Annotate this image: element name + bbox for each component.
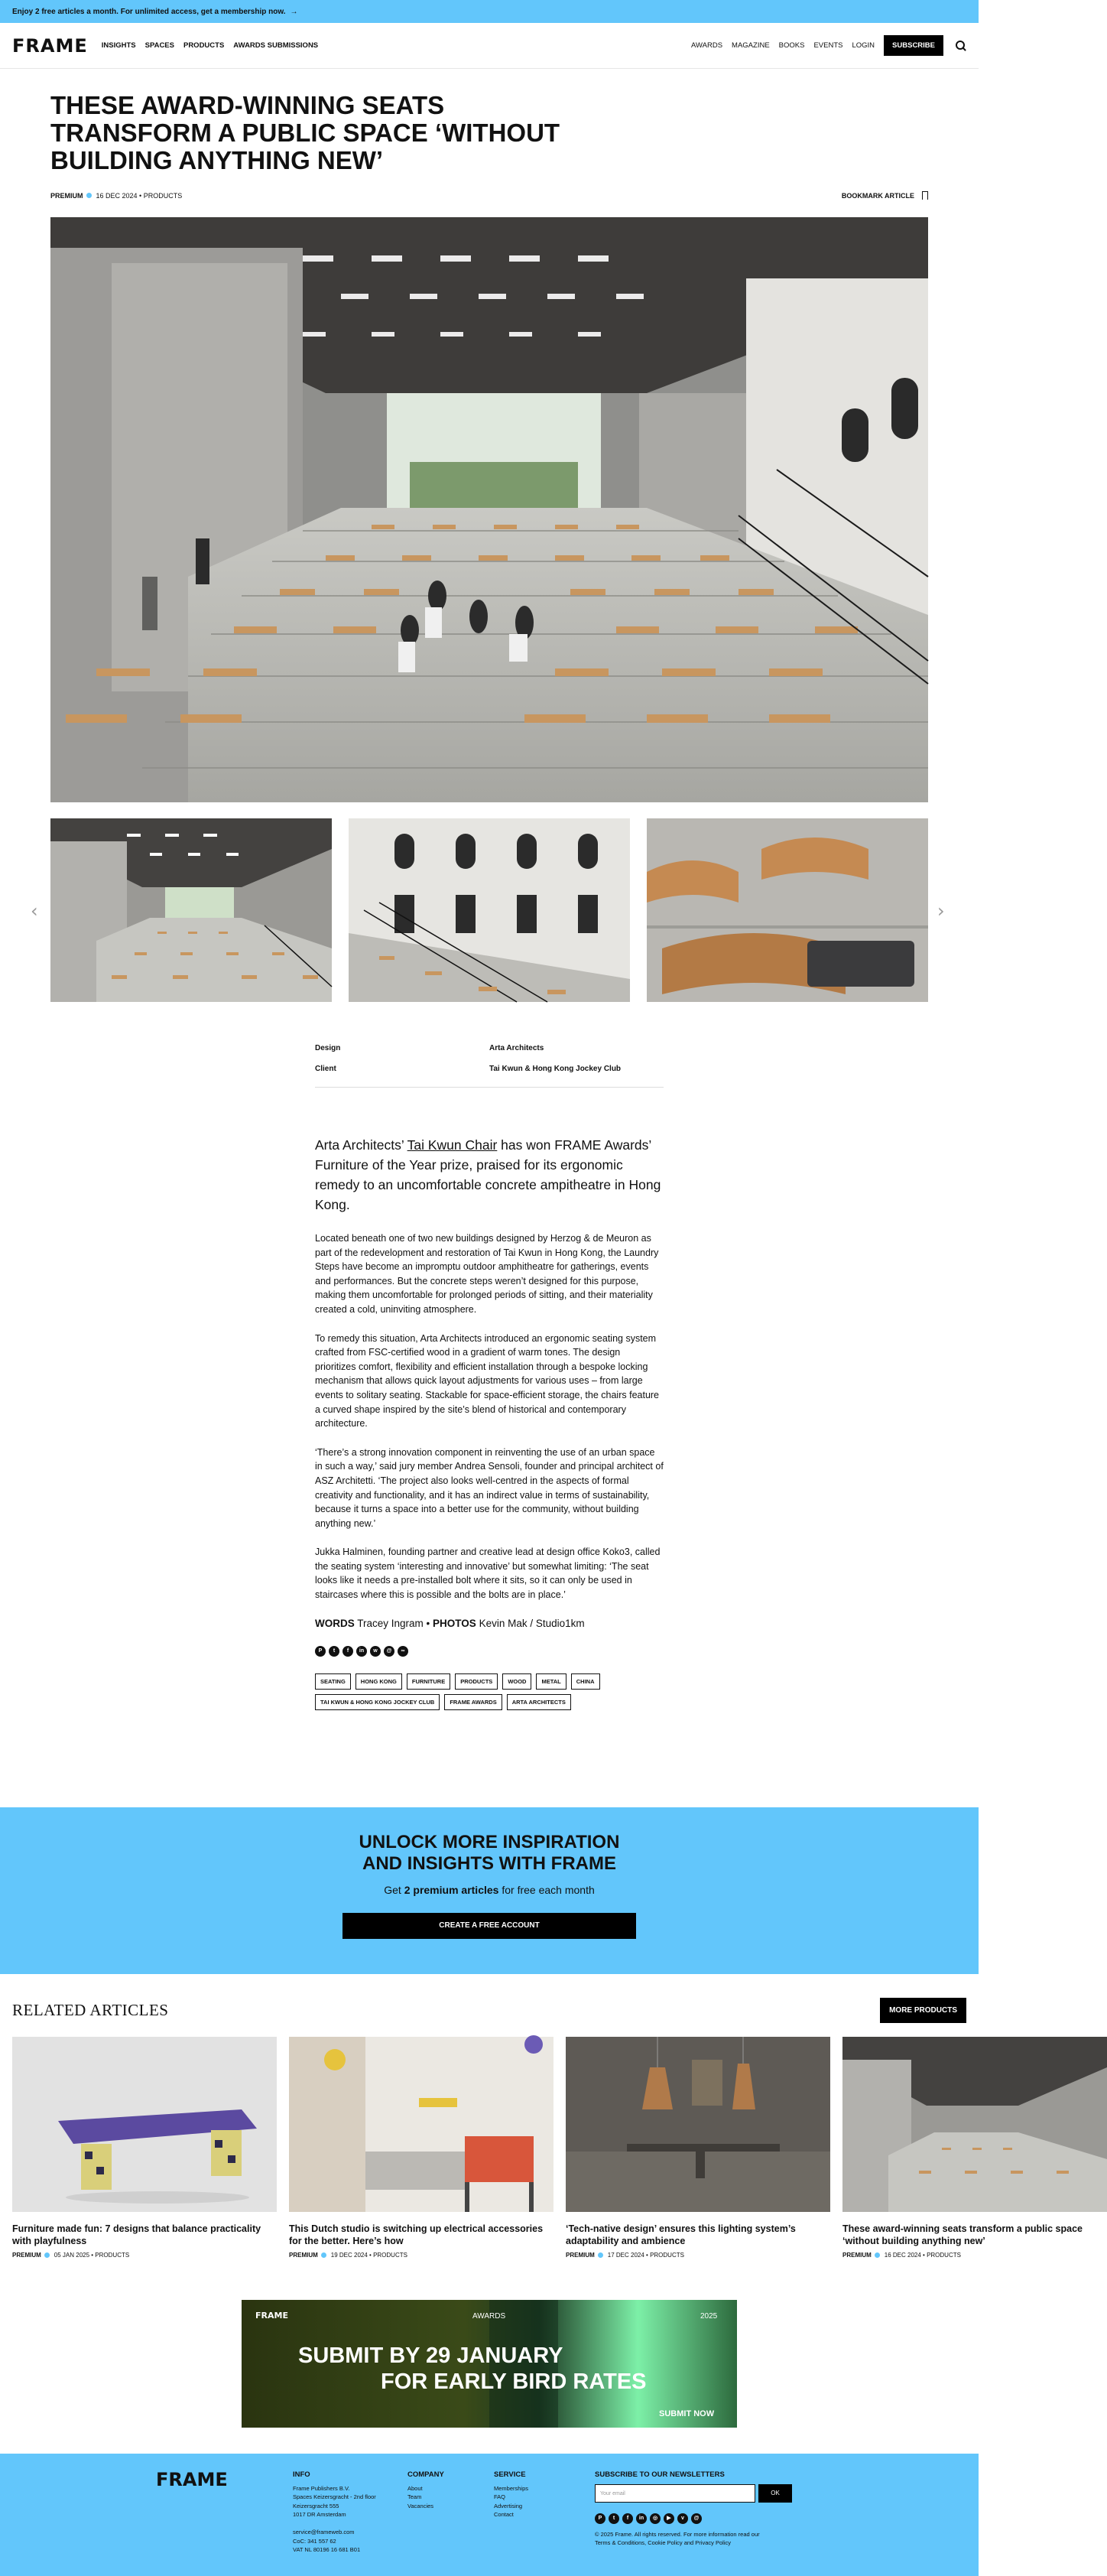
card-meta: PREMIUM 16 DEC 2024 • PRODUCTS [842, 2252, 961, 2259]
banner-year: 2025 [700, 2312, 718, 2321]
article-body [315, 1135, 664, 1710]
nav-insights[interactable]: INSIGHTS [101, 41, 136, 50]
related-card[interactable] [566, 2037, 830, 2259]
bookmark-label: BOOKMARK ARTICLE [841, 191, 914, 200]
footer-company: COMPANY About Team Vacancies [407, 2470, 444, 2509]
article-category[interactable]: PRODUCTS [143, 191, 183, 200]
pinterest-icon[interactable]: P [315, 1646, 326, 1657]
whatsapp-icon[interactable]: w [370, 1646, 381, 1657]
footer-link[interactable]: FAQ [494, 2493, 506, 2500]
legal-links[interactable]: Terms & Conditions, Cookie Policy and Privacy Policy [595, 2539, 731, 2546]
premium-label: PREMIUM [50, 191, 83, 200]
facebook-icon[interactable]: f [622, 2513, 633, 2524]
twitter-icon[interactable]: t [609, 2513, 619, 2524]
youtube-icon[interactable]: ▶ [664, 2513, 674, 2524]
subscribe-button[interactable]: SUBSCRIBE [884, 35, 943, 56]
card-title[interactable]: This Dutch studio is switching up electrical accessories for the better. Here’s how [289, 2223, 544, 2246]
twitter-icon[interactable]: t [329, 1646, 339, 1657]
newsletter-email-input[interactable]: Your email [595, 2484, 755, 2503]
nav-magazine[interactable]: MAGAZINE [732, 41, 770, 50]
card-image[interactable] [842, 2037, 1107, 2212]
promo-text[interactable]: Enjoy 2 free articles a month. For unlimited access, get a membership now. [12, 7, 286, 16]
paragraph: ‘There’s a strong innovation component in reinventing the use of an urban space in such a way,’ said jury member Andrea Sensoli, founder and principal architect of ASZ Architetti. ‘The project also looks well-centred in the aspects of formal creativity and functionality, and it has an indirect value in terms of sustainability, because it turns a space into a better use for the community, without building anything new.’ [315, 1446, 664, 1529]
card-title[interactable]: These award-winning seats transform a public space ‘without building anything new’ [842, 2223, 1083, 2246]
facebook-icon[interactable]: f [342, 1646, 353, 1657]
frame-logo[interactable]: FRAME [12, 34, 88, 57]
nav-events[interactable]: EVENTS [813, 41, 843, 50]
article-lead: Arta Architects’ Tai Kwun Chair has won FRAME Awards’ Furniture of the Year prize, praised for its ergonomic remedy to an uncomfortable concrete ampitheatre in Hong Kong. [315, 1137, 661, 1212]
related-articles [12, 2037, 1107, 2259]
tag[interactable]: PRODUCTS [455, 1673, 498, 1690]
promo-title: UNLOCK MORE INSPIRATION AND INSIGHTS WITH FRAME [359, 1832, 620, 1874]
footer-info: INFO Frame Publishers B.V. Spaces Keizersgracht - 2nd floor Keizersgracht 555 1017 DR Amsterdam service@frameweb.com CoC: 341 557 62 VAT NL 80196 16 681 B01 [293, 2470, 376, 2553]
carousel-prev-icon[interactable]: ‹ [31, 900, 38, 922]
credit-value[interactable]: Arta Architects [489, 1044, 544, 1052]
vimeo-icon[interactable]: v [677, 2513, 688, 2524]
card-title[interactable]: ‘Tech-native design’ ensures this lighting system’s adaptability and ambience [566, 2223, 796, 2246]
banner-line1: SUBMIT BY 29 JANUARY [298, 2343, 563, 2368]
tag[interactable]: HONG KONG [355, 1673, 402, 1690]
tag[interactable]: CHINA [571, 1673, 600, 1690]
footer-link[interactable]: Memberships [494, 2484, 529, 2492]
nav-books[interactable]: BOOKS [778, 41, 805, 50]
credit-row-design [315, 1038, 664, 1059]
tag[interactable]: FRAME AWARDS [444, 1694, 502, 1710]
nav-awards-submissions[interactable]: AWARDS SUBMISSIONS [233, 41, 319, 50]
credit-label: Client [315, 1065, 336, 1073]
create-account-button[interactable]: CREATE A FREE ACCOUNT [342, 1913, 636, 1939]
instagram-icon[interactable]: ◎ [650, 2513, 661, 2524]
card-meta: PREMIUM 19 DEC 2024 • PRODUCTS [289, 2252, 407, 2259]
author: Tracey Ingram [357, 1617, 424, 1629]
premium-dot-icon [44, 2252, 50, 2258]
footer-link[interactable]: Contact [494, 2511, 514, 2518]
main-nav [102, 41, 318, 50]
banner-brand: FRAME [255, 2311, 288, 2321]
footer-email-link[interactable]: service@frameweb.com [293, 2529, 355, 2535]
tag-list [315, 1673, 636, 1710]
nav-login[interactable]: LOGIN [852, 41, 875, 50]
premium-dot-icon [598, 2252, 603, 2258]
promo-subtitle: Get 2 premium articles for free each month [384, 1884, 595, 1896]
related-heading: RELATED ARTICLES [12, 2001, 169, 2019]
tag[interactable]: SEATING [315, 1673, 351, 1690]
nav-products[interactable]: PRODUCTS [183, 41, 225, 50]
premium-dot-icon [875, 2252, 880, 2258]
credit-label: Design [315, 1044, 341, 1052]
related-card[interactable] [12, 2037, 277, 2259]
nav-spaces[interactable]: SPACES [144, 41, 174, 50]
site-header [0, 23, 979, 69]
card-image[interactable] [12, 2037, 277, 2212]
card-meta: PREMIUM 05 JAN 2025 • PRODUCTS [12, 2252, 130, 2259]
newsletter-submit-button[interactable]: OK [758, 2484, 792, 2503]
search-icon[interactable] [956, 41, 966, 51]
paragraph: Located beneath one of two new buildings designed by Herzog & de Meuron as part of the redevelopment and restoration of Tai Kwun in Hong Kong, the Laundry Steps have become an impromptu outdoor amphitheatre for gatherings, events and performances. But the concrete steps weren’t designed for this purpose, making them uncomfortable for prolonged periods of sitting, and their materiality created a cold, uninviting atmosphere. [315, 1233, 659, 1315]
more-products-button[interactable]: MORE PRODUCTS [880, 1998, 966, 2023]
awards-banner[interactable] [242, 2300, 737, 2428]
premium-dot-icon [321, 2252, 326, 2258]
share-icons [315, 1646, 664, 1657]
premium-dot-icon [86, 193, 92, 198]
footer-newsletter: SUBSCRIBE TO OUR NEWSLETTERS Your email OK P t f in ◎ ▶ v @ © 2025 Frame. All rights reserved. For more information read our Terms & Conditions, Cookie Policy and Privacy Policy [595, 2470, 792, 2548]
thumbnail-3[interactable] [647, 818, 928, 1002]
footer-link[interactable]: Team [407, 2493, 422, 2500]
linkedin-icon[interactable]: in [356, 1646, 367, 1657]
tag[interactable]: WOOD [502, 1673, 531, 1690]
related-card[interactable] [289, 2037, 554, 2259]
banner-cta: SUBMIT NOW [659, 2409, 715, 2418]
banner-line2: FOR EARLY BIRD RATES [381, 2369, 647, 2394]
credit-value[interactable]: Tai Kwun & Hong Kong Jockey Club [489, 1065, 622, 1073]
article-header [50, 92, 928, 200]
footer-link[interactable]: About [407, 2484, 423, 2492]
email-icon[interactable]: @ [384, 1646, 394, 1657]
divider [315, 1087, 664, 1088]
legal-text: © 2025 Frame. All rights reserved. For more information read our [595, 2530, 760, 2538]
card-title[interactable]: Furniture made fun: 7 designs that balance practicality with playfulness [12, 2223, 261, 2246]
meta-separator: • [137, 191, 144, 200]
thumbnail-1[interactable] [50, 818, 332, 1002]
secondary-nav [691, 35, 966, 56]
tag[interactable]: TAI KWUN & HONG KONG JOCKEY CLUB [315, 1694, 440, 1710]
credit-row-client [315, 1059, 664, 1079]
project-credits [315, 1038, 664, 1088]
related-header [12, 1998, 966, 2023]
nav-awards[interactable]: AWARDS [691, 41, 723, 50]
footer-link[interactable]: Advertising [494, 2502, 523, 2509]
hero-image [50, 217, 928, 802]
paragraph: Jukka Halminen, founding partner and creative lead at design office Koko3, called the seating system ‘interesting and innovative’ but somewhat limiting: ‘The seat looks like it needs a pre-installed bolt where it sits, so it can only be used in staircases where this is possible and the bolts are in place.’ [315, 1547, 661, 1601]
banner-awards: AWARDS [472, 2312, 506, 2321]
thumbnail-2[interactable] [349, 818, 630, 1002]
tag[interactable]: FURNITURE [407, 1673, 450, 1690]
footer-service: SERVICE Memberships FAQ Advertising Contact [494, 2470, 529, 2518]
byline: WORDS Tracey Ingram • PHOTOS Kevin Mak / Studio1km [315, 1617, 585, 1629]
article-meta [50, 191, 928, 200]
bookmark-button[interactable] [842, 191, 928, 200]
article-date: 16 DEC 2024 [96, 191, 138, 200]
carousel-next-icon[interactable]: › [937, 900, 945, 922]
linkedin-icon[interactable]: in [636, 2513, 647, 2524]
photographer: Kevin Mak / Studio1km [479, 1617, 585, 1629]
email-icon[interactable]: @ [691, 2513, 702, 2524]
tag[interactable]: METAL [536, 1673, 566, 1690]
card-image[interactable] [289, 2037, 554, 2212]
image-carousel [50, 818, 928, 1002]
site-footer [0, 2454, 979, 2576]
promo-bar[interactable] [0, 0, 979, 23]
related-card[interactable] [842, 2037, 1107, 2259]
footer-logo[interactable]: FRAME [156, 2469, 228, 2490]
card-meta: PREMIUM 17 DEC 2024 • PRODUCTS [566, 2252, 684, 2259]
pinterest-icon[interactable]: P [595, 2513, 605, 2524]
tag[interactable]: ARTA ARCHITECTS [507, 1694, 571, 1710]
tai-kwun-chair-link[interactable]: Tai Kwun Chair [407, 1137, 498, 1153]
footer-social-icons [595, 2513, 792, 2524]
footer-link[interactable]: Vacancies [407, 2502, 434, 2509]
membership-promo [0, 1807, 979, 1974]
paragraph: To remedy this situation, Arta Architects introduced an ergonomic seating system crafted from FSC-certified wood in a gradient of warm tones. The design prioritizes comfort, flexibility and efficient installation through a bespoke locking mechanism that allows quick layout adjustments for various uses – from large events to solitary seating. Stackable for space-efficient storage, the chairs feature a curved shape inspired by the site’s blend of historical and contemporary architecture. [315, 1332, 660, 1429]
arrow-right-icon: → [290, 7, 298, 16]
card-image[interactable] [566, 2037, 830, 2212]
bookmark-icon [922, 191, 928, 200]
article-title: THESE AWARD-WINNING SEATS TRANSFORM A PUBLIC SPACE ‘WITHOUT BUILDING ANYTHING NEW’ [50, 91, 560, 174]
link-icon[interactable]: ∞ [398, 1646, 408, 1657]
